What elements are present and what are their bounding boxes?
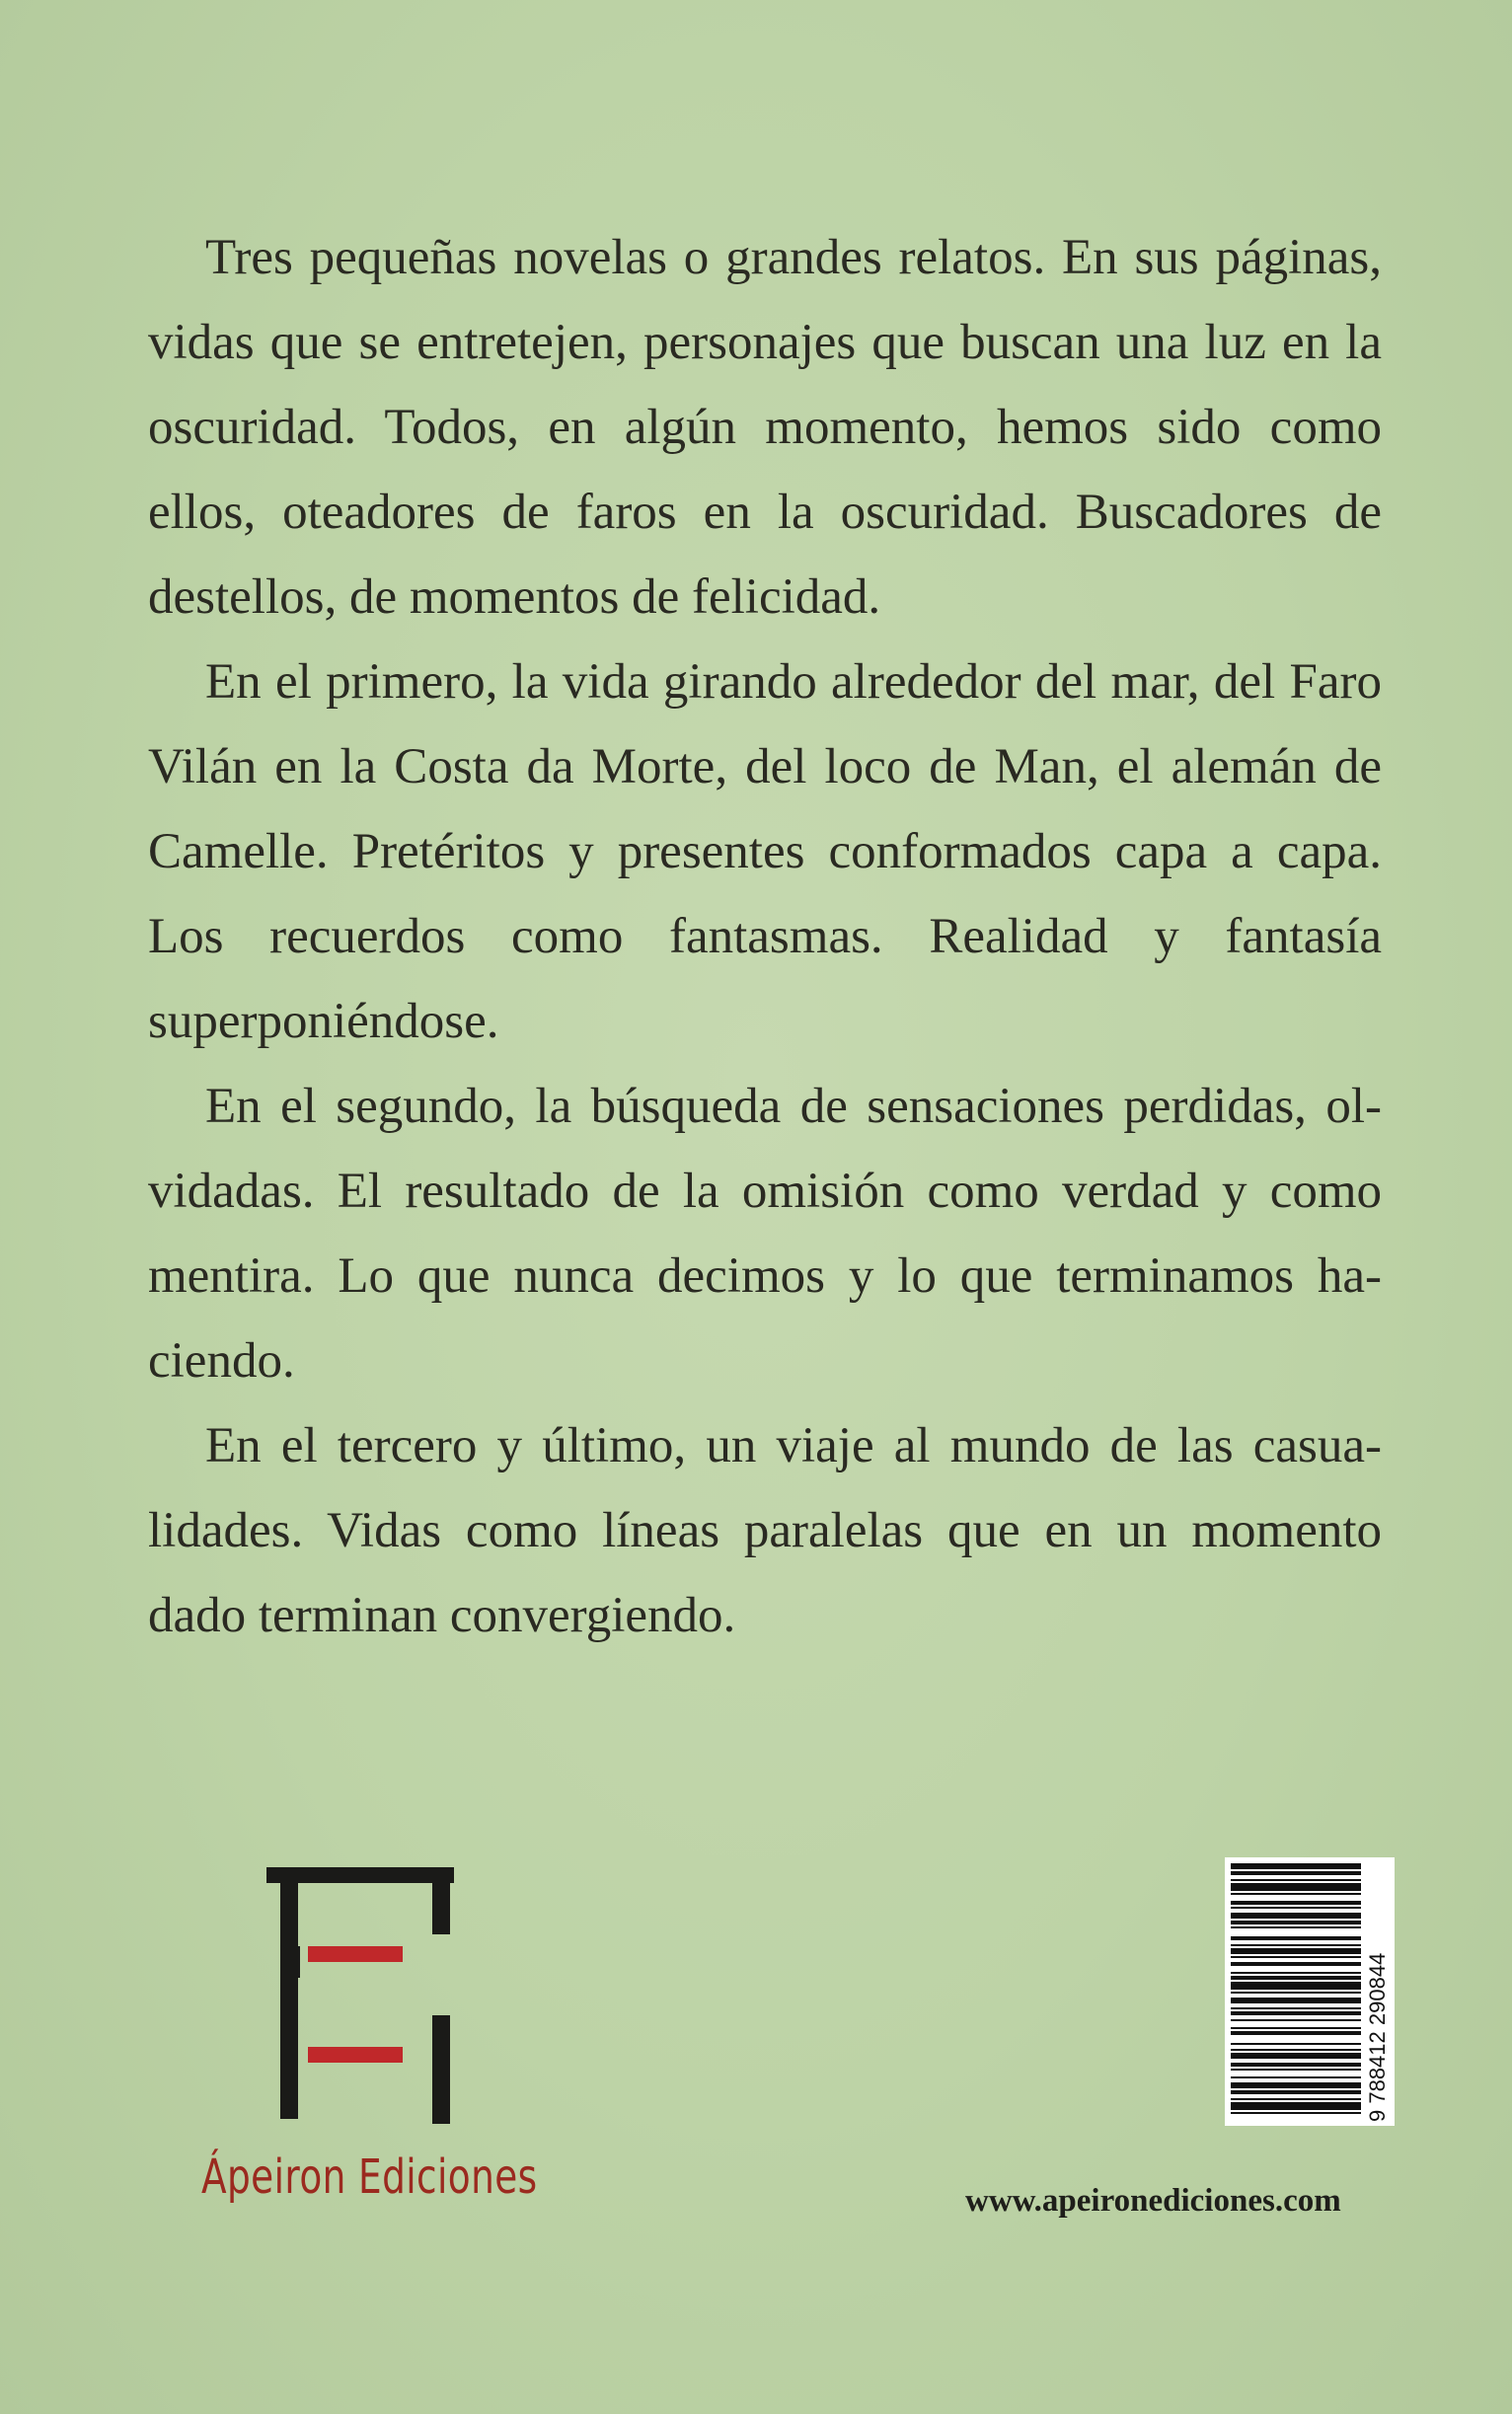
barcode-digits: 9 788412 290844 [1365,1952,1390,2122]
barcode-bar [1231,2053,1361,2059]
barcode-bar [1231,2069,1361,2071]
barcode-bar [1231,1871,1361,1875]
barcode-bar [1231,2090,1361,2094]
barcode-bar [1231,1944,1361,1946]
barcode-bar [1231,1998,1361,2003]
publisher-website[interactable]: www.apeironediciones.com [965,2183,1341,2219]
barcode-bar [1231,1926,1361,1928]
barcode-bar [1231,2082,1361,2088]
barcode-icon [1225,1857,1395,2126]
blurb-paragraph-3: En el segundo, la búsqueda de sensaciones perdidas, olvidadas. El resultado de la omisión como verdad y como mentira. Lo que nunca decimos y lo que terminamos haciendo. [148,1079,1382,1389]
barcode-bar [1231,1913,1361,1919]
barcode-bar [1231,1948,1361,1954]
barcode-bar [1231,1879,1361,1881]
barcode-bar [1231,1883,1361,1891]
barcode-bar [1231,2007,1361,2009]
barcode-bar [1231,2098,1361,2100]
blurb-paragraph-2: En el primero, la vida girando alrededor del mar, del Faro Vilán en la Costa da Morte, del loco de Man, el alemán de Camelle. Pretéritos y presentes conformados capa a capa. Los recuerdos como fantasmas. Realidad y fantasía superponiéndose. [148,654,1382,1049]
barcode-bar [1231,1982,1361,1990]
barcode-bar [1231,1901,1361,1905]
publisher-name: Ápeiron Ediciones [201,2150,538,2205]
barcode-bar [1231,1962,1361,1966]
barcode-bar [1231,2019,1361,2021]
barcode-bar [1231,2112,1361,2114]
barcode-bar [1231,1936,1361,1940]
barcode-bar [1231,1956,1361,1958]
barcode-bar [1231,2011,1361,2015]
barcode-bar [1231,1921,1361,1924]
barcode-bar [1231,1907,1361,1909]
barcode-bar [1231,1976,1361,1980]
publisher-logo-icon [266,1867,454,2124]
barcode-bar [1231,1972,1361,1974]
barcode-bar [1231,2076,1361,2078]
blurb-paragraph-4: En el tercero y último, un viaje al mundo de las casualidades. Vidas como líneas paralelas que en un momento dado terminan convergiendo. [148,1418,1382,1643]
barcode-bar [1231,1992,1361,1994]
barcode-bar [1231,1893,1361,1895]
back-cover-blurb [148,215,1382,1658]
barcode-bar [1231,2063,1361,2067]
blurb-paragraph-1: Tres pequeñas novelas o grandes relatos. En sus páginas, vidas que se entretejen, personajes que buscan una luz en la oscuridad. Todos, en algún momento, hemos sido como ellos, oteadores de faros en la oscuridad. Buscadores de destellos, de momentos de felicidad. [148,230,1382,625]
barcode-bar [1231,2043,1361,2045]
barcode-bar [1231,2031,1361,2035]
barcode-bar [1231,2027,1361,2029]
barcode-bar [1231,2049,1361,2051]
barcode-bar [1231,1863,1361,1869]
barcode-bar [1231,2102,1361,2110]
